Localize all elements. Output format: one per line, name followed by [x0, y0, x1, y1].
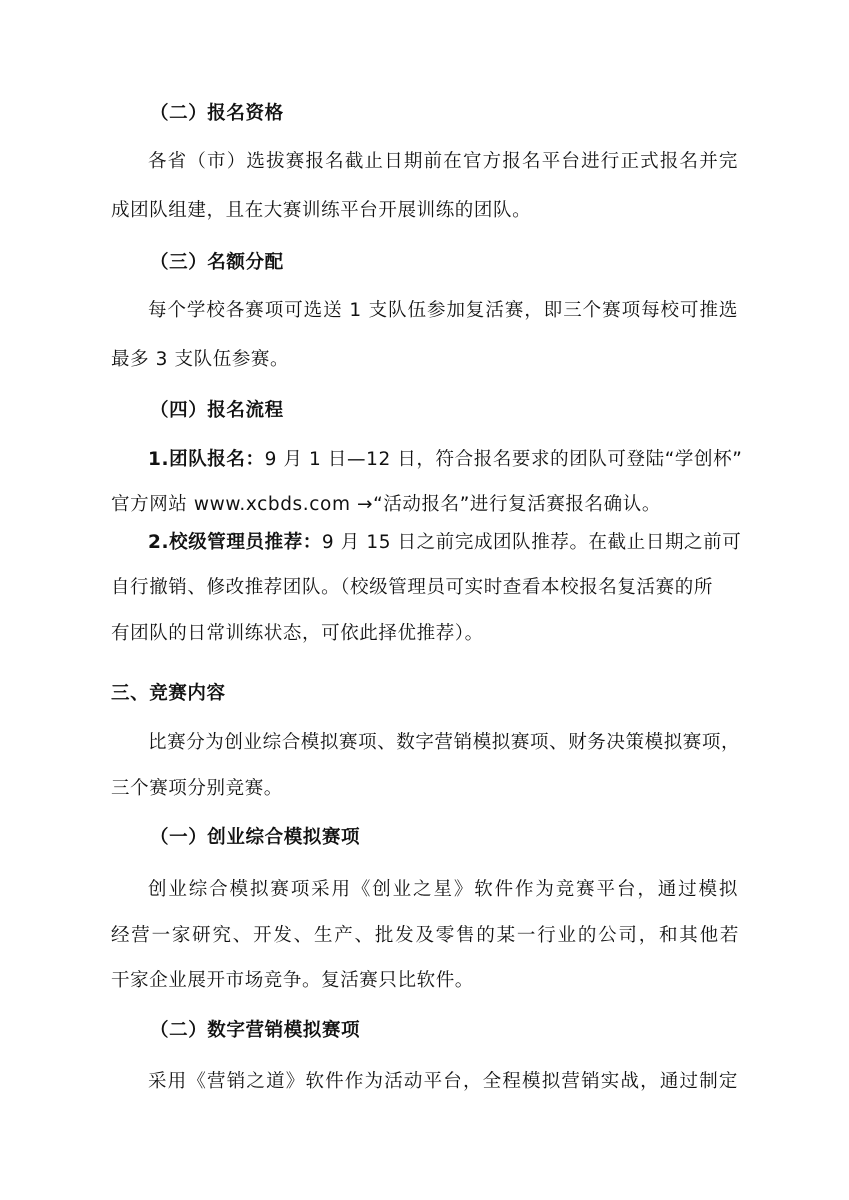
paragraph-content-line-1: 比赛分为创业综合模拟赛项、数字营销模拟赛项、财务决策模拟赛项， [148, 732, 741, 753]
heading-quota: （三）名额分配 [150, 252, 284, 273]
paragraph-qualification-line-2: 成团队组建，且在大赛训练平台开展训练的团队。 [111, 200, 532, 221]
paragraph-content-line-2: 三个赛项分别竞赛。 [111, 778, 283, 799]
paragraph-qualification-line-1: 各省（市）选拔赛报名截止日期前在官方报名平台进行正式报名并完 [148, 151, 738, 172]
process-step-1-line-1 [148, 447, 742, 473]
paragraph-marketing-line-1: 采用《营销之道》软件作为活动平台，全程模拟营销实战，通过制定 [148, 1071, 738, 1092]
heading-process: （四）报名流程 [150, 400, 284, 421]
process-step-2-label: 2.校级管理员推荐： [148, 532, 322, 553]
process-step-2-text: 9 月 15 日之前完成团队推荐。在截止日期之前可 [321, 532, 742, 553]
section-heading-content: 三、竞赛内容 [111, 683, 226, 704]
process-step-2-line-3: 有团队的日常训练状态，可依此择优推荐）。 [111, 623, 484, 644]
paragraph-startup-line-3: 干家企业展开市场竞争。复活赛只比软件。 [111, 970, 474, 991]
heading-qualification: （二）报名资格 [150, 103, 284, 124]
process-step-1-text: 9 月 1 日—12 日，符合报名要求的团队可登陆“学创杯” [264, 449, 743, 470]
paragraph-quota-line-2: 最多 3 支队伍参赛。 [111, 349, 290, 370]
paragraph-quota-line-1: 每个学校各赛项可选送 1 支队伍参加复活赛，即三个赛项每校可推选 [148, 300, 738, 321]
process-step-1-label: 1.团队报名： [148, 449, 265, 470]
process-step-1-line-2: 官方网站 www.xcbds.com →“活动报名”进行复活赛报名确认。 [111, 494, 661, 515]
process-step-2-line-2: 自行撤销、修改推荐团队。（校级管理员可实时查看本校报名复活赛的所 [111, 577, 713, 598]
heading-marketing: （二）数字营销模拟赛项 [150, 1020, 361, 1041]
process-step-2-line-1 [148, 530, 741, 556]
heading-startup: （一）创业综合模拟赛项 [150, 827, 361, 848]
paragraph-startup-line-2: 经营一家研究、开发、生产、批发及零售的某一行业的公司，和其他若 [111, 925, 739, 946]
paragraph-startup-line-1: 创业综合模拟赛项采用《创业之星》软件作为竞赛平台，通过模拟 [148, 879, 738, 900]
